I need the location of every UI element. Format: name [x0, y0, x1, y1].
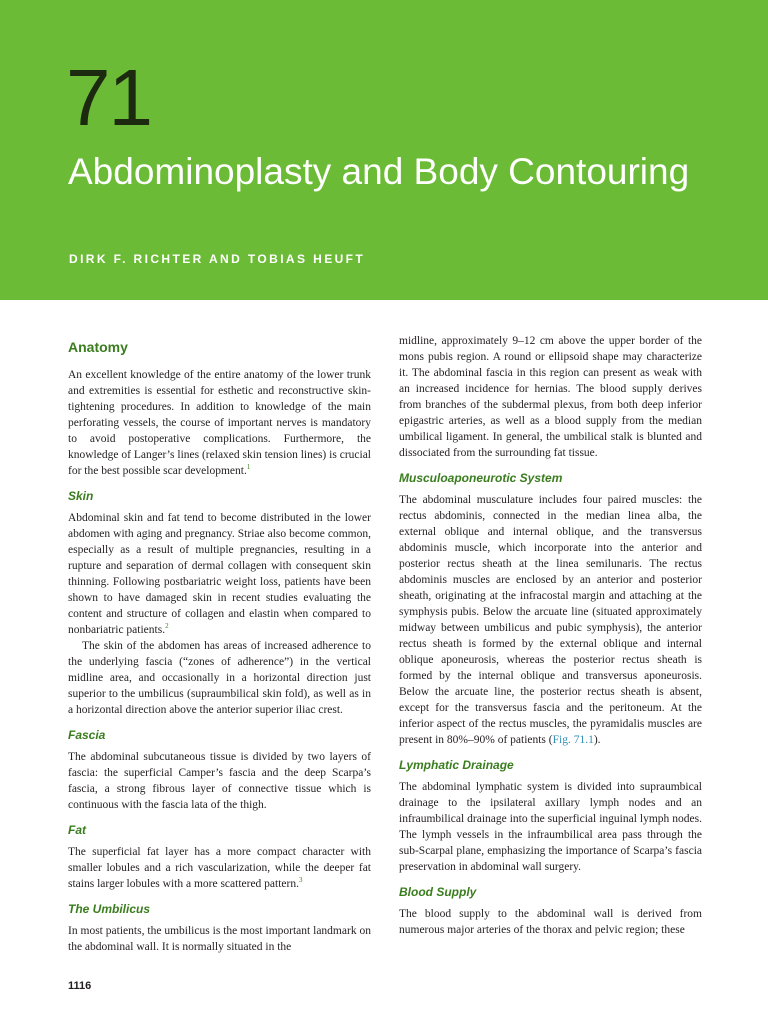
subsection-heading-blood-supply: Blood Supply	[399, 885, 477, 899]
paragraph: The skin of the abdomen has areas of increased adherence to the underlying fascia (“zones of adherence”) in the vertical midline area, and occasionally in a horizontal direction just superior to the umbilicus (supraumbilical skin fold), as well as in a horizontal direction above the anterior superior iliac crest.	[68, 640, 371, 716]
chapter-title: Abdominoplasty and Body Contouring	[68, 151, 690, 192]
paragraph: The abdominal subcutaneous tissue is divided by two layers of fascia: the superficial Camper’s fascia and the deep Scarpa’s fascia, a strong fibrous layer of connective tissue which is continuous with the fascia lata of the thigh.	[68, 751, 371, 811]
subsection-heading-skin: Skin	[68, 489, 94, 503]
right-column	[399, 333, 702, 938]
paragraph: Abdominal skin and fat tend to become distributed in the lower abdomen with aging and pregnancy. Striae also become common, especially as a result of multiple pregnancies, resulting in a rupture and separation of dermal collagen with consequent skin thinning. Following postbariatric weight loss, patients have been shown to have damaged skin in recent studies evaluating the content and structure of collagen and elastin when compared to nonbariatric patients.$^2$	[68, 512, 371, 636]
paragraph: The abdominal musculature includes four paired muscles: the rectus abdominis, connected in the median linea alba, the external oblique and internal oblique, and the transversus abdominis muscle, which incorporate into the anterior and posterior rectus sheath at the linea semilunaris. The rectus abdominis muscles are enclosed by an anterior and posterior sheath, originating at the infracostal margin and attaching at the symphysis pubis. Below the arcuate line (situated approximately midway between umbilicus and pubic symphysis), the anterior rectus sheath is formed by the external oblique and internal oblique aponeurosis, whereas the posterior rectus sheath is formed by the internal oblique and transversus aponeurosis. Below the arcuate line, the posterior rectus sheath is absent, except for the transversus fascia and the peritoneum. At the inferior aspect of the rectus muscles, the pyramidalis muscles are present in 80%–90% of patients (Fig. 71.1).	[399, 494, 702, 746]
reference-marker[interactable]: 2	[165, 622, 169, 631]
chapter-banner	[0, 0, 768, 300]
subsection-heading-musculoaponeurotic: Musculoaponeurotic System	[399, 471, 563, 485]
paragraph: The abdominal lymphatic system is divided into supraumbical drainage to the ipsilateral axillary lymph nodes and an infraumbilical drainage into the superficial inguinal lymph nodes. The lymph vessels in the infraumbilical area pass through the sub-Scarpal plane, emphasizing the importance of Scarpa’s fascia preservation in abdominal wall surgery.	[399, 781, 702, 873]
reference-marker[interactable]: 3	[299, 876, 303, 885]
section-heading-anatomy: Anatomy	[68, 339, 128, 355]
paragraph: midline, approximately 9–12 cm above the upper border of the mons pubis region. A round or ellipsoid shape may characterize it. The abdominal fascia in this region can present as weak with an increased incidence for hernias. The blood supply derives from branches of the subdermal plexus, from both deep inferior epigastric arteries, as well as a blood supply from the median umbilical ligament. In general, the umbilical stalk is blunted and dissociated from the surrounding fat tissue.	[399, 335, 702, 459]
subsection-heading-fascia: Fascia	[68, 728, 106, 742]
subsection-heading-umbilicus: The Umbilicus	[68, 902, 151, 916]
paragraph: The superficial fat layer has a more compact character with smaller lobules and a rich vascularization, while the deeper fat stains larger lobules with a more scattered pattern.$^3$	[68, 846, 371, 890]
paragraph: The blood supply to the abdominal wall is derived from numerous major arteries of the thorax and pelvic region; these	[399, 908, 702, 936]
paragraph: In most patients, the umbilicus is the most important landmark on the abdominal wall. It is normally situated in the	[68, 925, 371, 953]
left-column	[68, 336, 371, 955]
subsection-heading-fat: Fat	[68, 823, 86, 837]
page-number: 1116	[68, 980, 92, 992]
chapter-number: 71	[66, 53, 151, 142]
subsection-heading-lymphatic: Lymphatic Drainage	[399, 758, 514, 772]
figure-link[interactable]: Fig. 71.1	[552, 734, 594, 746]
reference-marker[interactable]: 1	[246, 463, 251, 472]
chapter-authors: DIRK F. RICHTER AND TOBIAS HEUFT	[69, 252, 366, 266]
paragraph: An excellent knowledge of the entire anatomy of the lower trunk and extremities is essential for esthetic and reconstructive skin-tightening procedures. In addition to knowledge of the main perforating vessels, the course of important nerves is mandatory to avoid postoperative complications. Furthermore, the knowledge of Langer’s lines (relaxed skin tension lines) is crucial for the best possible scar development.$^1$	[68, 369, 371, 477]
